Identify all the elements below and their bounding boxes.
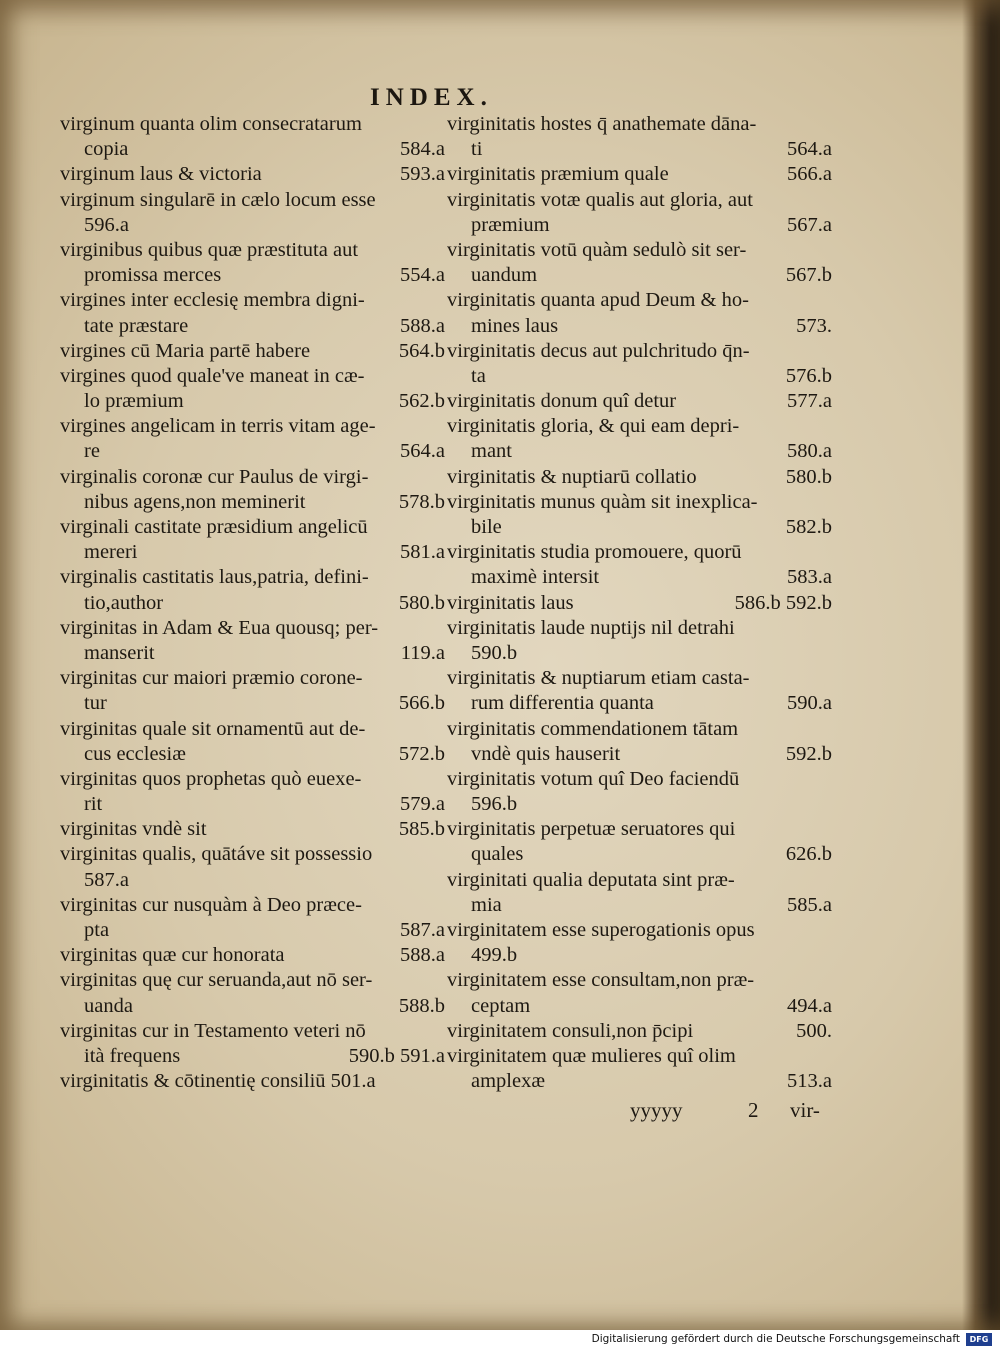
index-entry bbox=[60, 112, 445, 137]
index-entry-text: virginitatis votū quàm sedulò sit ser- bbox=[447, 238, 747, 261]
index-entry-text: tate præstare bbox=[84, 314, 189, 337]
index-entry bbox=[60, 968, 445, 993]
index-entry-text: pta bbox=[84, 919, 110, 941]
index-entry bbox=[60, 817, 445, 842]
index-entry bbox=[447, 717, 832, 742]
index-entry-text: virginitatis & nuptiarū collatio bbox=[447, 465, 697, 488]
index-entry-page: 564.b bbox=[398, 339, 445, 362]
index-entry-text: virginitas quos prophetas quò euexe- bbox=[60, 767, 362, 790]
index-entry-page: 554.a bbox=[400, 264, 445, 287]
index-entry-text: copia bbox=[84, 138, 129, 161]
index-entry-text: virginali castitate præsidium angelicū bbox=[60, 516, 368, 538]
index-entry bbox=[60, 717, 445, 742]
index-entry bbox=[60, 314, 445, 339]
index-entry-text: promissa merces bbox=[84, 264, 222, 287]
index-entry-page: 579.a bbox=[400, 793, 445, 816]
index-entry-text: virginum quanta olim consecratarum bbox=[60, 113, 362, 135]
index-entry bbox=[447, 994, 832, 1019]
index-entry-page: 567.b bbox=[785, 264, 832, 287]
index-entry-text: virginitas cur maiori præmio corone- bbox=[60, 667, 363, 690]
index-entry bbox=[447, 1069, 832, 1094]
index-entry-text: 499.b bbox=[471, 944, 518, 967]
index-entry-page: 582.b bbox=[785, 516, 832, 538]
index-entry-text: præmium bbox=[471, 213, 550, 236]
index-entry bbox=[60, 868, 445, 893]
index-entry-page: 566.a bbox=[787, 163, 832, 186]
footer-credit: Digitalisierung gefördert durch die Deutsche Forschungsgemeinschaft bbox=[591, 1333, 960, 1345]
index-entry-page: 564.a bbox=[787, 138, 832, 161]
index-entry bbox=[447, 112, 832, 137]
index-entry-text: amplexæ bbox=[471, 1070, 546, 1093]
index-entry-page: 500. bbox=[796, 1019, 832, 1042]
index-entry bbox=[447, 842, 832, 867]
index-entry-text: nibus agens,non meminerit bbox=[84, 490, 306, 513]
index-entry bbox=[60, 792, 445, 817]
index-entry-page: 585.a bbox=[787, 893, 832, 916]
index-entry-page: 583.a bbox=[787, 566, 832, 589]
index-entry bbox=[60, 842, 445, 867]
index-entry-page: 566.b bbox=[398, 692, 445, 715]
index-column-left bbox=[60, 112, 445, 1094]
index-entry bbox=[60, 515, 445, 540]
index-entry bbox=[60, 188, 445, 213]
index-entry-page: 578.b bbox=[398, 490, 445, 513]
index-entry-text: tio,author bbox=[84, 591, 164, 614]
index-entry bbox=[447, 1044, 832, 1069]
index-entry bbox=[60, 616, 445, 641]
index-entry bbox=[447, 238, 832, 263]
index-entry-page: 577.a bbox=[787, 390, 832, 413]
index-entry bbox=[447, 817, 832, 842]
index-entry bbox=[60, 767, 445, 792]
index-entry bbox=[447, 742, 832, 767]
index-entry-text: virginitas qualis, quātáve sit possessio bbox=[60, 843, 373, 866]
index-entry-page: 562.b bbox=[398, 390, 445, 413]
index-entry-text: 587.a bbox=[84, 868, 129, 891]
index-entry-text: ità frequens bbox=[84, 1044, 181, 1067]
index-entry bbox=[447, 339, 832, 364]
index-entry-page: 593.a bbox=[400, 163, 445, 186]
index-entry-text: virginitatem esse superogationis opus bbox=[447, 919, 755, 941]
index-entry-page: 567.a bbox=[787, 213, 832, 236]
index-entry-text: virginitatis præmium quale bbox=[447, 163, 669, 186]
index-entry-text: virginitatem esse consultam,non præ- bbox=[447, 969, 755, 992]
index-entry bbox=[60, 742, 445, 767]
index-entry bbox=[60, 288, 445, 313]
index-entry bbox=[60, 137, 445, 162]
index-entry-text: virginitatis gloria, & qui eam depri- bbox=[447, 415, 740, 438]
index-entry-text: virginitatis laus bbox=[447, 591, 574, 614]
index-entry bbox=[60, 918, 445, 943]
index-entry-text: virgines inter ecclesię membra digni- bbox=[60, 289, 365, 312]
index-entry-text: virgines angelicam in terris vitam age- bbox=[60, 415, 376, 438]
index-entry bbox=[447, 1019, 832, 1044]
index-entry-page: 588.b bbox=[398, 994, 445, 1017]
index-entry-text: mines laus bbox=[471, 314, 559, 337]
index-entry-page: 587.a bbox=[400, 919, 445, 941]
index-entry-text: ta bbox=[471, 364, 486, 387]
index-entry-page: 590.b 591.a bbox=[348, 1044, 445, 1067]
index-entry-text: virginitatis commendationem tātam bbox=[447, 717, 739, 740]
index-entry bbox=[60, 893, 445, 918]
index-entry bbox=[60, 691, 445, 716]
index-entry-text: virginitatis quanta apud Deum & ho- bbox=[447, 289, 749, 312]
index-entry-text: uandum bbox=[471, 264, 538, 287]
index-entry-text: virginitas quę cur seruanda,aut nō ser- bbox=[60, 969, 373, 992]
index-entry bbox=[447, 288, 832, 313]
index-entry bbox=[60, 666, 445, 691]
index-entry-text: virginitatis studia promouere, quorū bbox=[447, 541, 742, 564]
index-entry-text: virginitatem consuli,non p̄cipi bbox=[447, 1019, 694, 1042]
index-entry bbox=[447, 943, 832, 968]
index-entry-text: virginitas vndè sit bbox=[60, 818, 207, 841]
index-entry-text: mereri bbox=[84, 541, 138, 564]
index-entry-text: uanda bbox=[84, 994, 133, 1017]
index-entry bbox=[60, 465, 445, 490]
index-entry bbox=[60, 1069, 445, 1094]
index-entry bbox=[60, 1019, 445, 1044]
index-entry-text: virginitas quæ cur honorata bbox=[60, 944, 285, 967]
index-entry-text: manserit bbox=[84, 641, 155, 664]
index-entry-page: 626.b bbox=[785, 843, 832, 866]
index-entry-text: lo præmium bbox=[84, 390, 184, 413]
index-entry-text: virginitas quale sit ornamentū aut de- bbox=[60, 717, 366, 740]
index-entry-text: virginitatis hostes q̄ anathemate dāna- bbox=[447, 113, 757, 135]
index-entry bbox=[447, 691, 832, 716]
index-entry-text: virginitatis & cōtinentię consiliū 501.a bbox=[60, 1070, 376, 1093]
index-entry bbox=[60, 565, 445, 590]
index-entry-text: virginitati qualia deputata sint præ- bbox=[447, 868, 735, 891]
index-entry-page: 590.a bbox=[787, 692, 832, 715]
index-entry-text: virginitas in Adam & Eua quousq; per- bbox=[60, 616, 379, 639]
index-entry bbox=[447, 918, 832, 943]
footer-bar bbox=[0, 1330, 1000, 1351]
index-entry-text: virginalis coronæ cur Paulus de virgi- bbox=[60, 465, 369, 488]
index-entry-page: 585.b bbox=[398, 818, 445, 841]
index-entry-text: tur bbox=[84, 692, 107, 715]
index-entry-text: virginitatis votum quî Deo faciendū bbox=[447, 767, 740, 790]
index-entry-text: 596.b bbox=[471, 793, 518, 816]
index-entry-text: cus ecclesiæ bbox=[84, 742, 186, 765]
signature-mark: yyyyy bbox=[630, 1098, 683, 1122]
index-entry bbox=[447, 591, 832, 616]
index-entry-text: maximè intersit bbox=[471, 566, 600, 589]
index-entry bbox=[447, 263, 832, 288]
index-entry bbox=[447, 540, 832, 565]
index-entry bbox=[447, 465, 832, 490]
index-entry bbox=[447, 490, 832, 515]
index-entry-page: 494.a bbox=[787, 994, 832, 1017]
index-entry bbox=[447, 641, 832, 666]
index-entry bbox=[447, 364, 832, 389]
index-entry bbox=[447, 893, 832, 918]
index-entry bbox=[447, 616, 832, 641]
index-entry bbox=[447, 968, 832, 993]
index-entry-text: virginitatis munus quàm sit inexplica- bbox=[447, 490, 758, 513]
signature-number: 2 bbox=[748, 1098, 759, 1122]
index-entry-text: 596.a bbox=[84, 213, 129, 236]
index-entry bbox=[60, 994, 445, 1019]
index-entry bbox=[447, 515, 832, 540]
index-entry-text: virginitatis votæ qualis aut gloria, aut bbox=[447, 188, 753, 211]
index-entry bbox=[447, 792, 832, 817]
dfg-logo: DFG bbox=[966, 1333, 992, 1346]
index-entry-text: virginum laus & victoria bbox=[60, 163, 262, 186]
index-entry-page: 581.a bbox=[400, 541, 445, 564]
index-entry bbox=[60, 162, 445, 187]
index-entry bbox=[447, 213, 832, 238]
index-entry bbox=[60, 213, 445, 238]
index-entry bbox=[60, 490, 445, 515]
index-entry-text: ceptam bbox=[471, 994, 531, 1017]
index-entry-text: virginitas cur nusquàm à Deo præce- bbox=[60, 893, 362, 916]
index-entry bbox=[447, 439, 832, 464]
index-entry-text: virgines cū Maria partē habere bbox=[60, 339, 311, 362]
index-entry-page: 580.a bbox=[787, 440, 832, 463]
index-entry-page: 564.a bbox=[400, 440, 445, 463]
index-entry-page: 588.a bbox=[400, 944, 445, 967]
index-entry-text: virginitatis & nuptiarum etiam casta- bbox=[447, 667, 750, 690]
page-title: INDEX. bbox=[370, 84, 493, 111]
index-entry bbox=[60, 943, 445, 968]
index-entry-text: virgines quod quale've maneat in cæ- bbox=[60, 364, 365, 387]
catchword: vir- bbox=[790, 1098, 820, 1122]
index-entry bbox=[60, 439, 445, 464]
index-entry bbox=[60, 591, 445, 616]
index-entry-page: 592.b bbox=[785, 742, 832, 765]
index-entry-page: 119.a bbox=[400, 641, 445, 664]
index-entry bbox=[60, 540, 445, 565]
index-entry bbox=[60, 1044, 445, 1069]
index-entry-text: vndè quis hauserit bbox=[471, 742, 621, 765]
index-entry-text: virginibus quibus quæ præstituta aut bbox=[60, 238, 359, 261]
index-entry bbox=[447, 389, 832, 414]
index-entry-text: quales bbox=[471, 843, 524, 866]
index-entry bbox=[447, 868, 832, 893]
index-entry bbox=[60, 238, 445, 263]
index-entry-text: 590.b bbox=[471, 641, 518, 664]
index-entry bbox=[447, 314, 832, 339]
index-entry-text: virginitatis perpetuæ seruatores qui bbox=[447, 818, 736, 841]
index-entry-text: virginitatis laude nuptijs nil detrahi bbox=[447, 616, 735, 639]
index-entry bbox=[447, 565, 832, 590]
index-entry-text: mia bbox=[471, 893, 502, 916]
index-entry-page: 513.a bbox=[787, 1070, 832, 1093]
index-entry bbox=[60, 339, 445, 364]
index-entry-page: 586.b 592.b bbox=[734, 591, 832, 614]
index-entry-page: 573. bbox=[796, 314, 832, 337]
index-entry-text: mant bbox=[471, 440, 512, 463]
index-entry-page: 584.a bbox=[400, 138, 445, 161]
index-entry-page: 588.a bbox=[400, 314, 445, 337]
index-entry bbox=[60, 641, 445, 666]
index-entry-text: virginitatis decus aut pulchritudo q̄n- bbox=[447, 339, 750, 362]
index-entry-text: virginitas cur in Testamento veteri nō bbox=[60, 1019, 366, 1042]
index-column-right bbox=[447, 112, 832, 1094]
index-entry-page: 572.b bbox=[398, 742, 445, 765]
index-entry-text: bile bbox=[471, 516, 502, 538]
index-entry-text: rit bbox=[84, 793, 103, 816]
index-entry-text: virginalis castitatis laus,patria, defini- bbox=[60, 566, 369, 589]
index-entry bbox=[447, 188, 832, 213]
index-entry bbox=[447, 767, 832, 792]
index-entry-page: 580.b bbox=[398, 591, 445, 614]
index-entry bbox=[60, 263, 445, 288]
index-entry-text: re bbox=[84, 440, 100, 463]
index-entry bbox=[60, 389, 445, 414]
index-entry-text: virginum singularē in cælo locum esse bbox=[60, 188, 376, 211]
index-entry bbox=[447, 162, 832, 187]
index-entry-text: ti bbox=[471, 138, 483, 161]
index-entry bbox=[447, 666, 832, 691]
index-entry-text: virginitatem quæ mulieres quî olim bbox=[447, 1044, 736, 1067]
index-entry bbox=[447, 414, 832, 439]
index-entry bbox=[447, 137, 832, 162]
index-entry bbox=[60, 414, 445, 439]
index-entry-page: 576.b bbox=[785, 364, 832, 387]
index-entry-page: 580.b bbox=[785, 465, 832, 488]
index-entry bbox=[60, 364, 445, 389]
index-entry-text: rum differentia quanta bbox=[471, 692, 654, 715]
index-entry-text: virginitatis donum quî detur bbox=[447, 390, 677, 413]
